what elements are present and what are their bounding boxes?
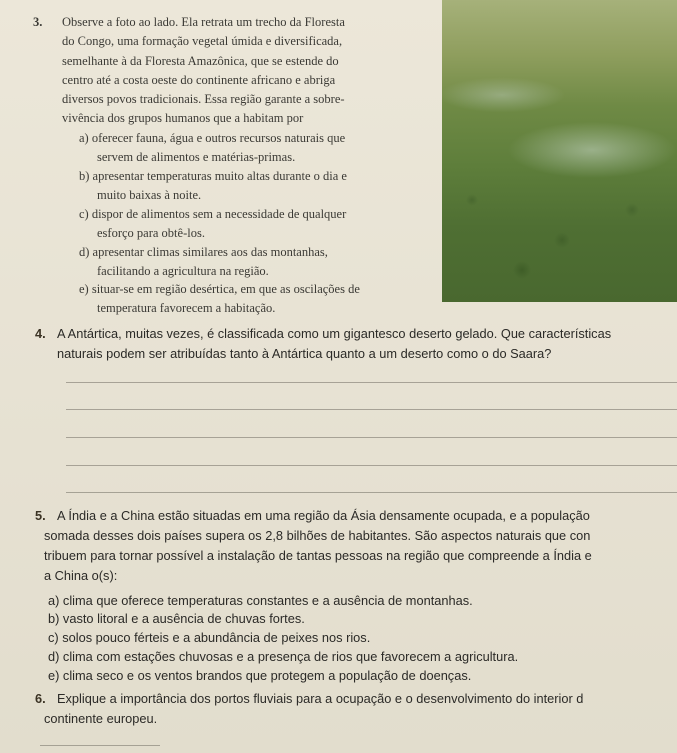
q3-text-line: vivência dos grupos humanos que a habitam por [62, 111, 304, 125]
q3-text-line: centro até a costa oeste do continente africano e abriga [62, 73, 336, 87]
q5-number: 5. [35, 508, 46, 523]
q3-text-line: Observe a foto ao lado. Ela retrata um trecho da Floresta [62, 15, 345, 29]
answer-line [66, 492, 677, 493]
answer-line [66, 437, 677, 438]
q3-number: 3. [33, 15, 43, 29]
answer-line [66, 409, 677, 410]
q5-text-line: somada desses dois países supera os 2,8 bilhões de habitantes. São aspectos naturais que con [44, 528, 591, 543]
q3-option-c-cont: esforço para obtê-los. [97, 226, 205, 240]
q5-text-line: A Índia e a China estão situadas em uma região da Ásia densamente ocupada, e a população [57, 508, 590, 523]
q3-option-e: e) situar-se em região desértica, em que as oscilações de [79, 282, 360, 296]
q6-text-line: continente europeu. [44, 711, 158, 726]
q5-option-b: b) vasto litoral e a ausência de chuvas fortes. [48, 611, 305, 626]
q3-option-b-cont: muito baixas à noite. [97, 188, 202, 202]
q4-text-line: naturais podem ser atribuídas tanto à Antártica quanto a um deserto como o do Saara? [57, 346, 552, 361]
q3-option-e-cont: temperatura favorecem a habitação. [97, 301, 276, 315]
q4-text-line: A Antártica, muitas vezes, é classificada como um gigantesco deserto gelado. Que características [57, 326, 612, 341]
q5-text-line: a China o(s): [44, 568, 118, 583]
answer-line [66, 382, 677, 383]
q3-option-a: a) oferecer fauna, água e outros recursos naturais que [79, 131, 346, 145]
q5-option-d: d) clima com estações chuvosas e a presença de rios que favorecem a agricultura. [48, 649, 519, 664]
q3-option-c: c) dispor de alimentos sem a necessidade de qualquer [79, 207, 347, 221]
q3-text-line: diversos povos tradicionais. Essa região garante a sobre- [62, 92, 345, 106]
q6-number: 6. [35, 691, 46, 706]
q5-text-line: tribuem para tornar possível a instalação de tantas pessoas na região que compreende a Índia e [44, 548, 592, 563]
q3-option-a-cont: servem de alimentos e matérias-primas. [97, 150, 296, 164]
q6-text-line: Explique a importância dos portos fluviais para a ocupação e o desenvolvimento do interior d [57, 691, 584, 706]
answer-line [66, 465, 677, 466]
congo-forest-photo [442, 0, 677, 302]
q3-option-d: d) apresentar climas similares aos das montanhas, [79, 245, 328, 259]
q4-number: 4. [35, 326, 46, 341]
q3-text-line: do Congo, uma formação vegetal úmida e diversificada, [62, 34, 343, 48]
answer-line [40, 745, 160, 746]
q3-option-b: b) apresentar temperaturas muito altas durante o dia e [79, 169, 347, 183]
q5-option-a: a) clima que oferece temperaturas constantes e a ausência de montanhas. [48, 593, 473, 608]
q3-option-d-cont: facilitando a agricultura na região. [97, 264, 269, 278]
q5-option-e: e) clima seco e os ventos brandos que protegem a população de doenças. [48, 668, 472, 683]
q3-text-line: semelhante à da Floresta Amazônica, que se estende do [62, 54, 339, 68]
q5-option-c: c) solos pouco férteis e a abundância de peixes nos rios. [48, 630, 371, 645]
